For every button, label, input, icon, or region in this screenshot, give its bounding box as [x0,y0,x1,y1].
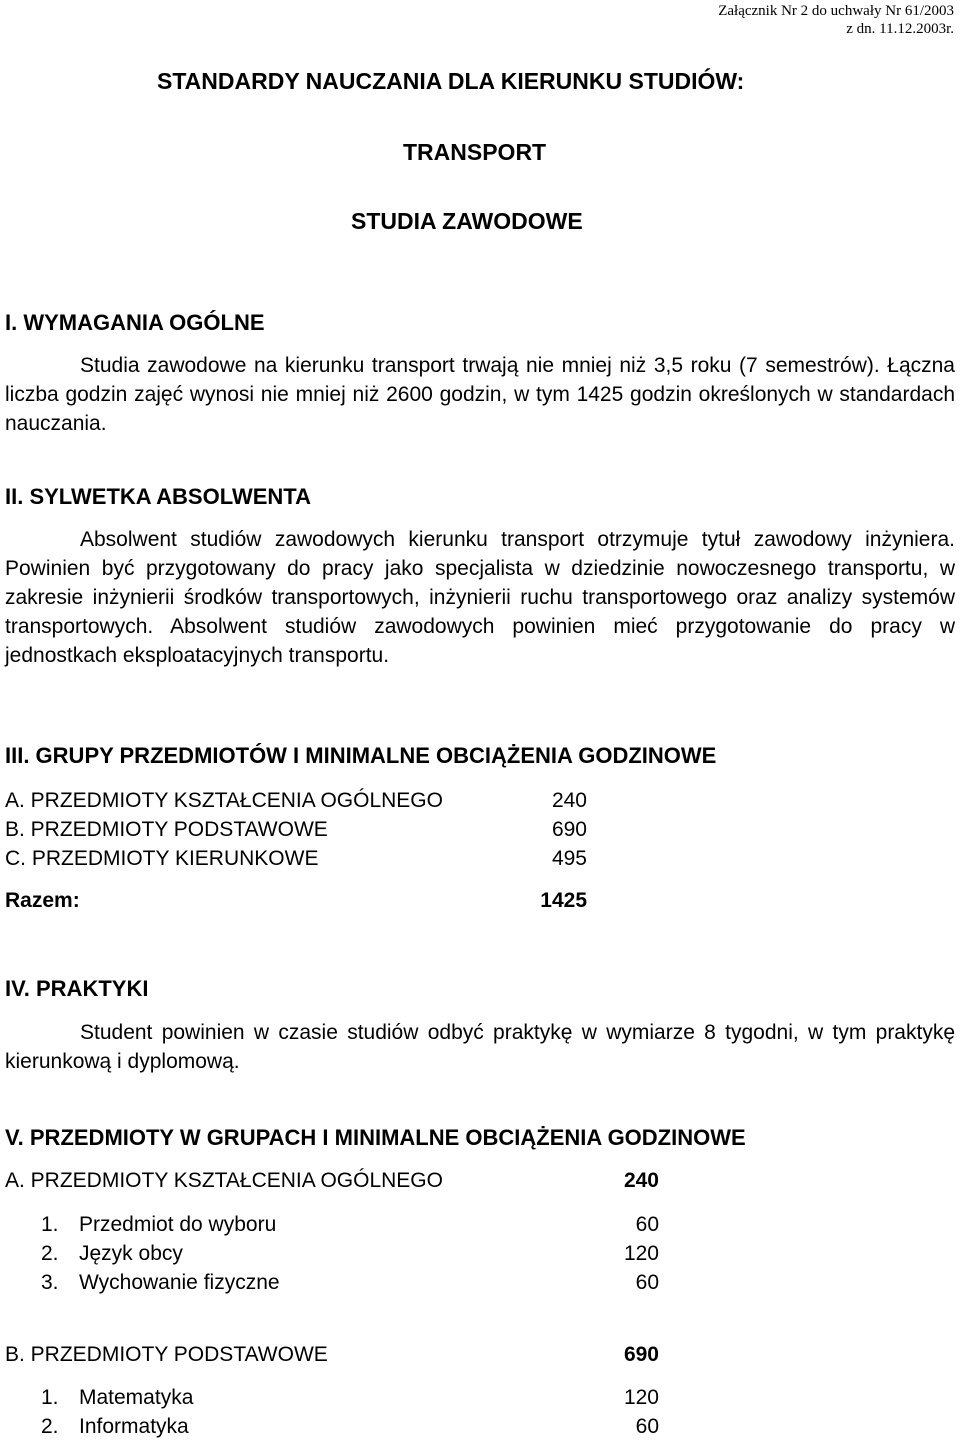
section-3-heading: III. GRUPY PRZEDMIOTÓW I MINIMALNE OBCIĄŻENIA GODZINOWE [5,743,717,768]
subject-a2-name: Język obcy [79,1242,183,1265]
subject-b1-hours: 120 [623,1386,659,1409]
subject-a1-number: 1. [41,1213,59,1236]
group-c-hours: 495 [551,847,587,870]
section-4-paragraph: Student powinien w czasie studiów odbyć praktykę w wymiarze 8 tygodni, w tym praktykę kierunkową i dyplomową. [5,1021,955,1073]
subject-group-b-label: B. PRZEDMIOTY PODSTAWOWE [5,1343,328,1366]
subject-a2-hours: 120 [623,1242,659,1265]
subject-a2-number: 2. [41,1242,59,1265]
section-1-heading: I. WYMAGANIA OGÓLNE [5,310,265,335]
subject-a3-hours: 60 [635,1271,659,1294]
section-4-heading: IV. PRAKTYKI [5,976,149,1001]
section-1-paragraph: Studia zawodowe na kierunku transport trwają nie mniej niż 3,5 roku (7 semestrów). Łączna liczba godzin zajęć wynosi nie mniej niż 2600 godzin, w tym 1425 godzin określonych w standardach nauczania. [5,354,955,435]
subject-b1-number: 1. [41,1386,59,1409]
section-2-heading: II. SYLWETKA ABSOLWENTA [5,484,311,509]
group-c-label: C. PRZEDMIOTY KIERUNKOWE [5,847,319,870]
total-hours: 1425 [540,889,587,912]
subject-a1-name: Przedmiot do wyboru [79,1213,277,1236]
section-1-body [5,351,955,438]
group-a-label: A. PRZEDMIOTY KSZTAŁCENIA OGÓLNEGO [5,789,443,812]
subject-group-a-label: A. PRZEDMIOTY KSZTAŁCENIA OGÓLNEGO [5,1169,443,1192]
study-type-title: STUDIA ZAWODOWE [351,208,583,234]
subject-group-a-hours: 240 [623,1169,659,1192]
annex-line-2: z dn. 11.12.2003r. [846,21,954,37]
section-5-heading: V. PRZEDMIOTY W GRUPACH I MINIMALNE OBCIĄŻENIA GODZINOWE [5,1125,746,1150]
section-4-body [5,1018,955,1076]
subject-b2-number: 2. [41,1415,59,1438]
section-2-body [5,525,955,670]
group-b-hours: 690 [551,818,587,841]
subject-group-b-hours: 690 [623,1343,659,1366]
subject-b1-name: Matematyka [79,1386,194,1409]
annex-note [718,2,954,38]
subject-a1-hours: 60 [635,1213,659,1236]
subject-a3-name: Wychowanie fizyczne [79,1271,280,1294]
annex-line-1: Załącznik Nr 2 do uchwały Nr 61/2003 [718,3,954,19]
field-title: TRANSPORT [403,139,547,165]
subject-a3-number: 3. [41,1271,59,1294]
subject-b2-name: Informatyka [79,1415,189,1438]
section-2-paragraph: Absolwent studiów zawodowych kierunku transport otrzymuje tytuł zawodowy inżyniera. Powinien być przygotowany do pracy jako specjalista w dziedzinie nowoczesnego transportu, w zakresie inżynierii środków transportowych, inżynierii ruchu transportowego oraz analizy systemów transportowych. Absolwent studiów zawodowych powinien mieć przygotowanie do pracy w jednostkach eksploatacyjnych transportu. [5,528,955,667]
total-label: Razem: [5,889,80,912]
subject-b2-hours: 60 [635,1415,659,1438]
group-b-label: B. PRZEDMIOTY PODSTAWOWE [5,818,328,841]
document-title: STANDARDY NAUCZANIA DLA KIERUNKU STUDIÓW: [157,68,745,94]
group-a-hours: 240 [551,789,587,812]
